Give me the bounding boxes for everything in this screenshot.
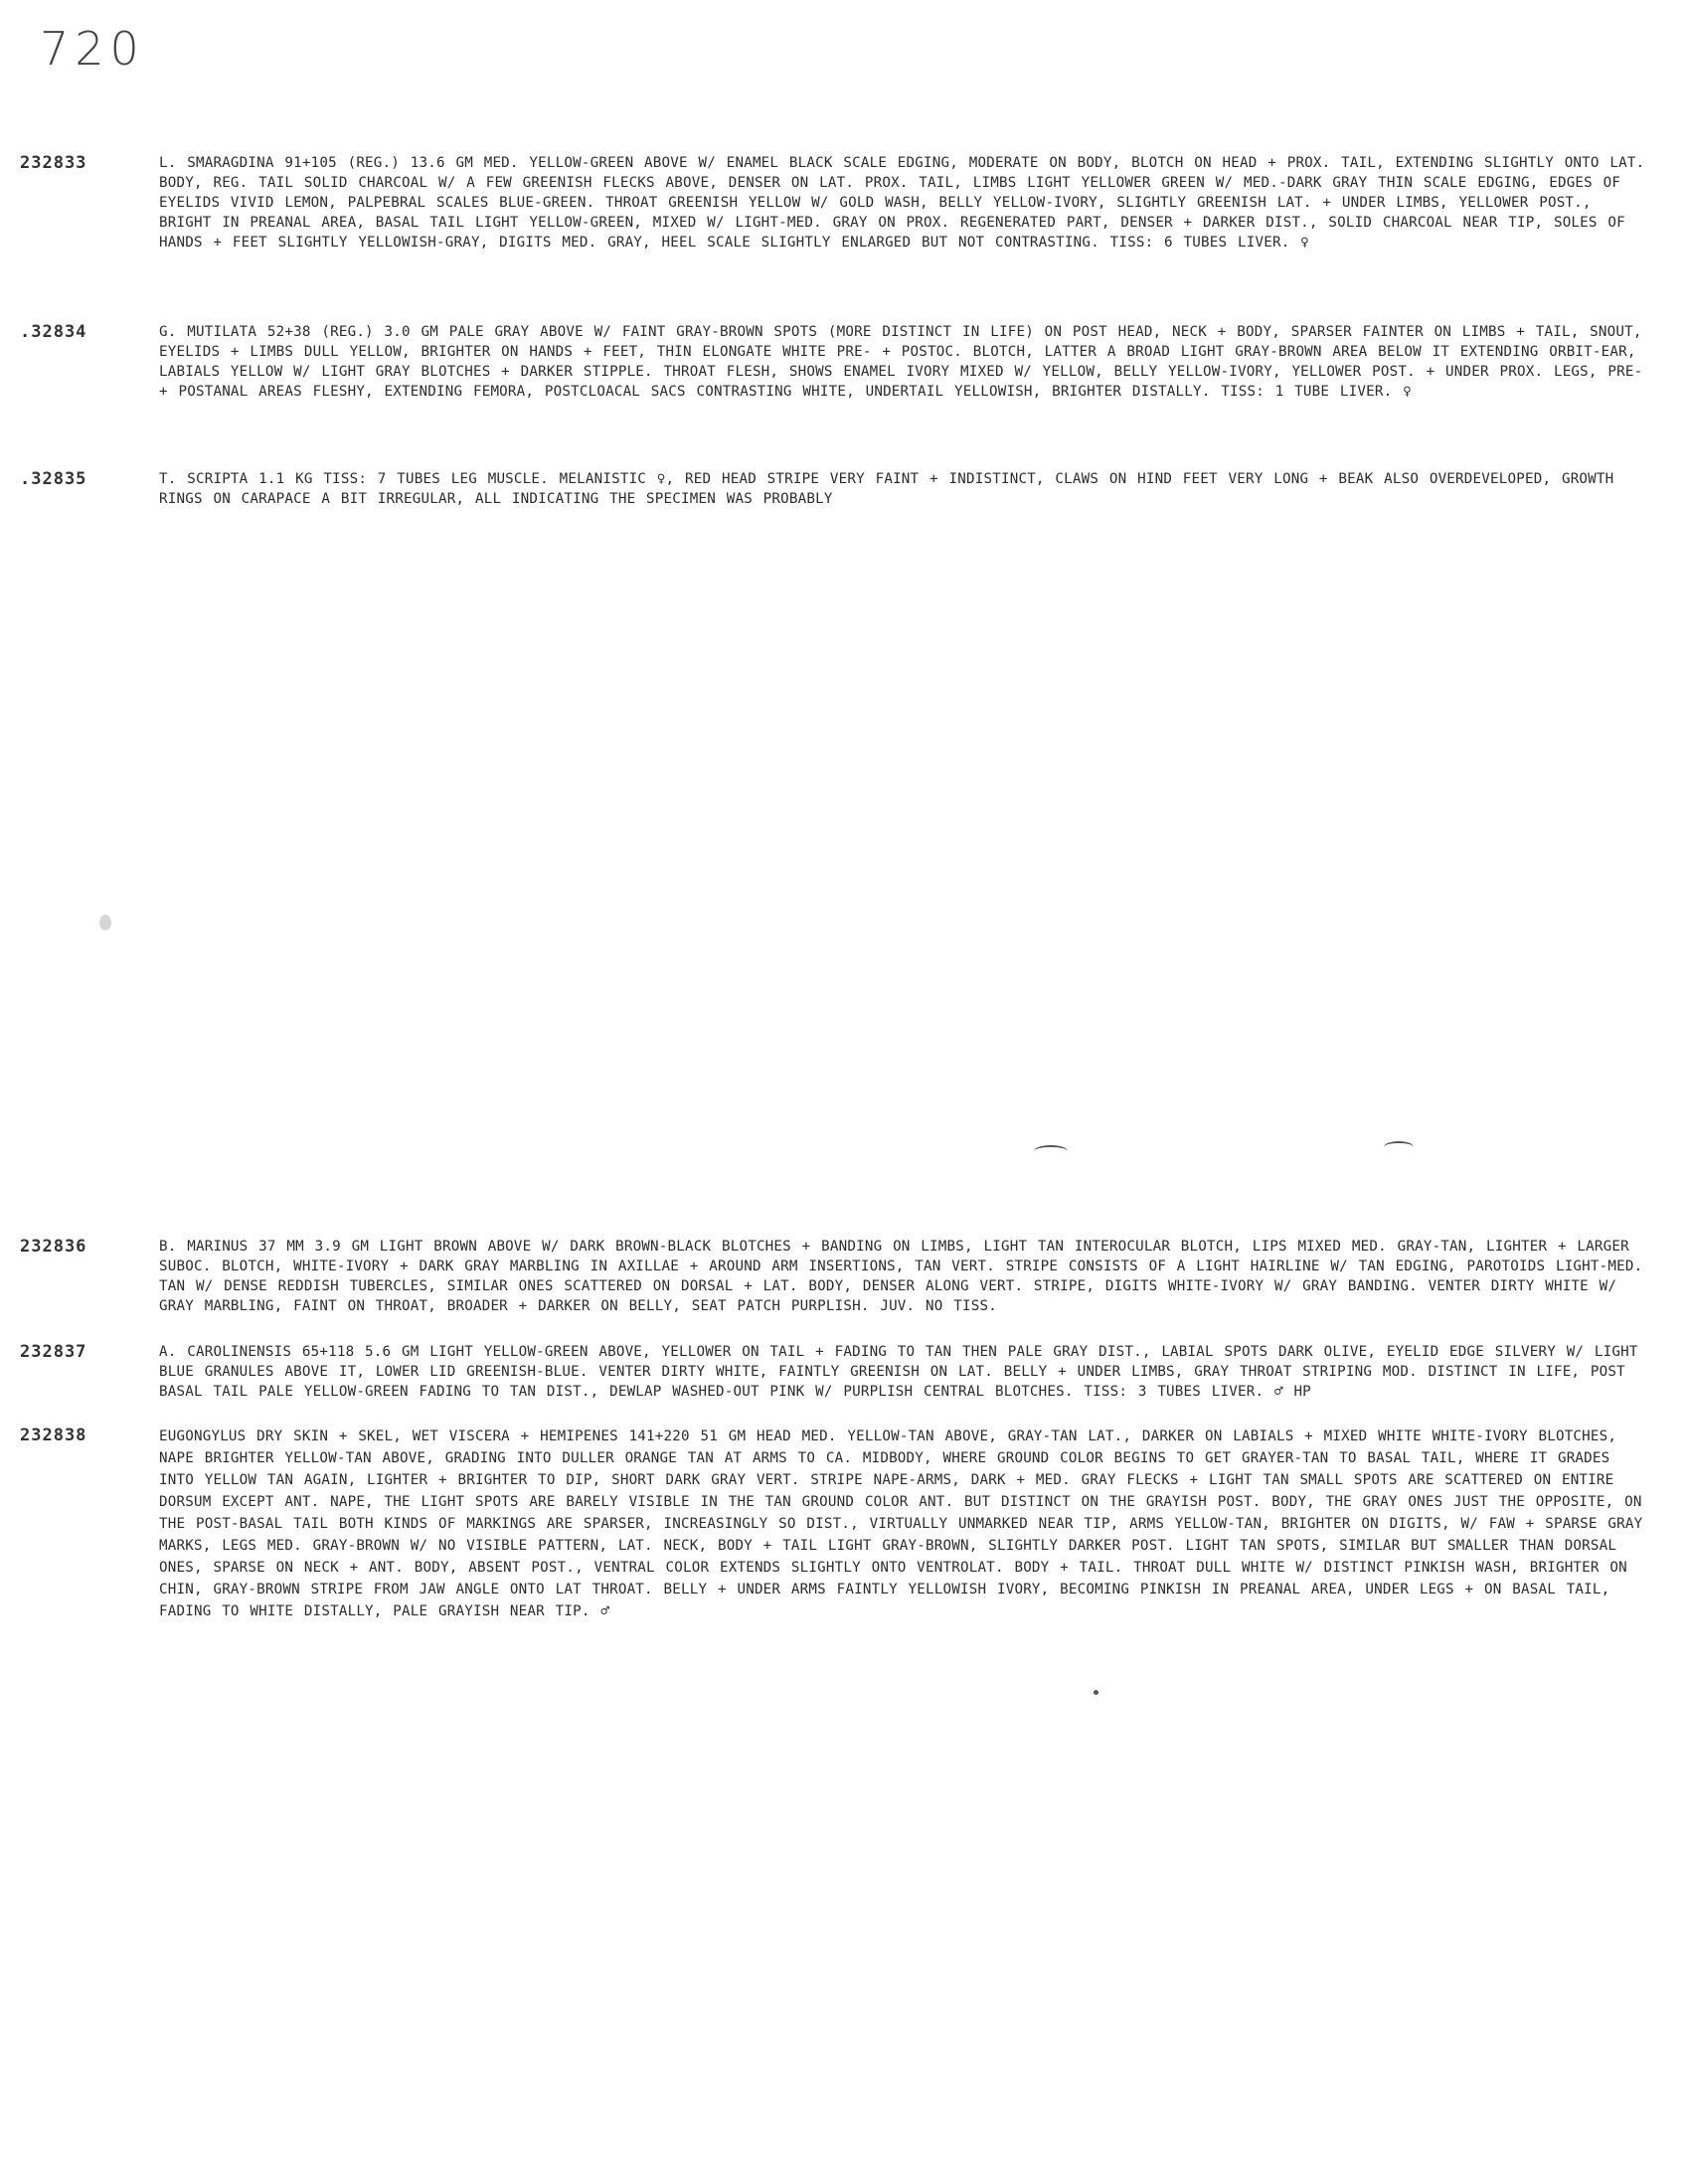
catalog-number: .32834 xyxy=(20,322,87,342)
page-number: 720 xyxy=(40,22,145,76)
specimen-entry xyxy=(20,153,1650,252)
catalog-number: .32835 xyxy=(20,469,87,489)
specimen-description: A. CAROLINENSIS 65+118 5.6 GM LIGHT YELLOW-GREEN ABOVE, YELLOWER ON TAIL + FADING TO TAN THEN PALE GRAY DIST., LABIAL SPOTS DARK OLIVE, EYELID EDGE SILVERY W/ LIGHT BLUE GRANULES ABOVE IT, LOWER LID GREENISH-BLUE. VENTER DIRTY WHITE, FAINTLY GREENISH ON LAT. BELLY + UNDER LIMBS, GRAY THROAT STRIPING MOD. DISTINCT IN LIFE, POST BASAL TAIL PALE YELLOW-GREEN FADING TO TAN DIST., DEWLAP WASHED-OUT PINK W/ PURPLISH CENTRAL BLOTCHES. TISS: 3 TUBES LIVER. ♂ HP xyxy=(159,1344,1638,1400)
specimen-description: EUGONGYLUS DRY SKIN + SKEL, WET VISCERA + HEMIPENES 141+220 51 GM HEAD MED. YELLOW-TAN ABOVE, GRAY-TAN LAT., DARKER ON LABIALS + MIXED WHITE WHITE-IVORY BLOTCHES, NAPE BRIGHTER YELLOW-TAN ABOVE, GRADING INTO DULLER ORANGE TAN AT ARMS TO CA. MIDBODY, WHERE GROUND COLOR BEGINS TO GET GRAYER-TAN TO BASAL TAIL, WHERE IT GRADES INTO YELLOW TAN AGAIN, LIGHTER + BRIGHTER TO DIP, SHORT DARK GRAY VERT. STRIPE NAPE-ARMS, DARK + MED. GRAY FLECKS + LIGHT TAN SMALL SPOTS ARE SCATTERED ON ENTIRE DORSUM EXCEPT ANT. NAPE, THE LIGHT SPOTS ARE BARELY VISIBLE IN THE TAN GROUND COLOR ANT. BUT DISTINCT ON THE GRAYISH POST. BODY, THE GRAY ONES JUST THE OPPOSITE, ON THE POST-BASAL TAIL BOTH KINDS OF MARKINGS ARE SPARSER, INCREASINGLY SO DIST., VIRTUALLY UNMARKED NEAR TIP, ARMS YELLOW-TAN, BRIGHTER ON DIGITS, W/ FAW + SPARSE GRAY MARKS, LEGS MED. GRAY-BROWN W/ NO VISIBLE PATTERN, LAT. NECK, BODY + TAIL LIGHT GRAY-BROWN, SLIGHTLY DARKER POST. LIGHT TAN SPOTS, SIMILAR BUT SMALLER THAN DORSAL ONES, SPARSE ON NECK + ANT. BODY, ABSENT POST., VENTRAL COLOR EXTENDS SLIGHTLY ONTO VENTROLAT. BODY + TAIL. THROAT DULL WHITE W/ DISTINCT PINKISH WASH, BRIGHTER ON CHIN, GRAY-BROWN STRIPE FROM JAW ANGLE ONTO LAT THROAT. BELLY + UNDER ARMS FAINTLY YELLOWISH IVORY, BECOMING PINKISH IN PREANAL AREA, UNDER LEGS + ON BASAL TAIL, FADING TO WHITE DISTALLY, PALE GRAYISH NEAR TIP. ♂ xyxy=(159,1428,1643,1619)
specimen-description: T. SCRIPTA 1.1 KG TISS: 7 TUBES LEG MUSCLE. MELANISTIC ♀, RED HEAD STRIPE VERY FAINT + INDISTINCT, CLAWS ON HIND FEET VERY LONG + BEAK ALSO OVERDEVELOPED, GROWTH RINGS ON CARAPACE A BIT IRREGULAR, ALL INDICATING THE SPECIMEN WAS PROBABLY xyxy=(159,471,1614,507)
scan-mark xyxy=(1034,1145,1068,1157)
scan-speck xyxy=(99,915,111,930)
scan-mark xyxy=(1384,1141,1414,1153)
specimen-entry xyxy=(20,469,1650,509)
specimen-entry xyxy=(20,1342,1650,1402)
specimen-entry xyxy=(20,1426,1650,1622)
specimen-description: G. MUTILATA 52+38 (REG.) 3.0 GM PALE GRAY ABOVE W/ FAINT GRAY-BROWN SPOTS (MORE DISTINCT IN LIFE) ON POST HEAD, NECK + BODY, SPARSER FAINTER ON LIMBS + TAIL, SNOUT, EYELIDS + LIMBS DULL YELLOW, BRIGHTER ON HANDS + FEET, THIN ELONGATE WHITE PRE- + POSTOC. BLOTCH, LATTER A BROAD LIGHT GRAY-BROWN AREA BELOW IT EXTENDING ORBIT-EAR, LABIALS YELLOW W/ LIGHT GRAY BLOTCHES + DARKER STIPPLE. THROAT FLESH, SHOWS ENAMEL IVORY MIXED W/ YELLOW, BELLY YELLOW-IVORY, YELLOWER POST. + UNDER PROX. LEGS, PRE- + POSTANAL AREAS FLESHY, EXTENDING FEMORA, POSTCLOACAL SACS CONTRASTING WHITE, UNDERTAIL YELLOWISH, BRIGHTER DISTALLY. TISS: 1 TUBE LIVER. ♀ xyxy=(159,324,1643,400)
catalog-number: 232836 xyxy=(20,1237,87,1257)
catalog-number: 232833 xyxy=(20,153,87,173)
specimen-description: L. SMARAGDINA 91+105 (REG.) 13.6 GM MED. YELLOW-GREEN ABOVE W/ ENAMEL BLACK SCALE EDGING, MODERATE ON BODY, BLOTCH ON HEAD + PROX. TAIL, EXTENDING SLIGHTLY ONTO LAT. BODY, REG. TAIL SOLID CHARCOAL W/ A FEW GREENISH FLECKS ABOVE, DENSER ON LAT. PROX. TAIL, LIMBS LIGHT YELLOWER GREEN W/ MED.-DARK GRAY THIN SCALE EDGING, EDGES OF EYELIDS VIVID LEMON, PALPEBRAL SCALES BLUE-GREEN. THROAT GREENISH YELLOW W/ GOLD WASH, BELLY YELLOW-IVORY, SLIGHTLY GREENISH LAT. + UNDER LIMBS, YELLOWER POST., BRIGHT IN PREANAL AREA, BASAL TAIL LIGHT YELLOW-GREEN, MIXED W/ LIGHT-MED. GRAY ON PROX. REGENERATED PART, DENSER + DARKER DIST., SOLID CHARCOAL NEAR TIP, SOLES OF HANDS + FEET SLIGHTLY YELLOWISH-GRAY, DIGITS MED. GRAY, HEEL SCALE SLIGHTLY ENLARGED BUT NOT CONTRASTING. TISS: 6 TUBES LIVER. ♀ xyxy=(159,155,1645,251)
specimen-entry xyxy=(20,322,1650,402)
catalog-number: 232837 xyxy=(20,1342,87,1362)
specimen-description: B. MARINUS 37 MM 3.9 GM LIGHT BROWN ABOVE W/ DARK BROWN-BLACK BLOTCHES + BANDING ON LIMBS, LIGHT TAN INTEROCULAR BLOTCH, LIPS MIXED MED. GRAY-TAN, LIGHTER + LARGER SUBOC. BLOTCH, WHITE-IVORY + DARK GRAY MARBLING IN AXILLAE + AROUND ARM INSERTIONS, TAN VERT. STRIPE CONSISTS OF A LIGHT HAIRLINE W/ TAN EDGING, PAROTOIDS LIGHT-MED. TAN W/ DENSE REDDISH TUBERCLES, SIMILAR ONES SCATTERED ON DORSAL + LAT. BODY, DENSER ALONG VERT. STRIPE, DIGITS WHITE-IVORY W/ GRAY BANDING. VENTER DIRTY WHITE W/ GRAY MARBLING, FAINT ON THROAT, BROADER + DARKER ON BELLY, SEAT PATCH PURPLISH. JUV. NO TISS. xyxy=(159,1239,1643,1314)
scan-speck xyxy=(1094,1690,1098,1695)
catalog-number: 232838 xyxy=(20,1426,87,1445)
specimen-entry xyxy=(20,1237,1650,1316)
